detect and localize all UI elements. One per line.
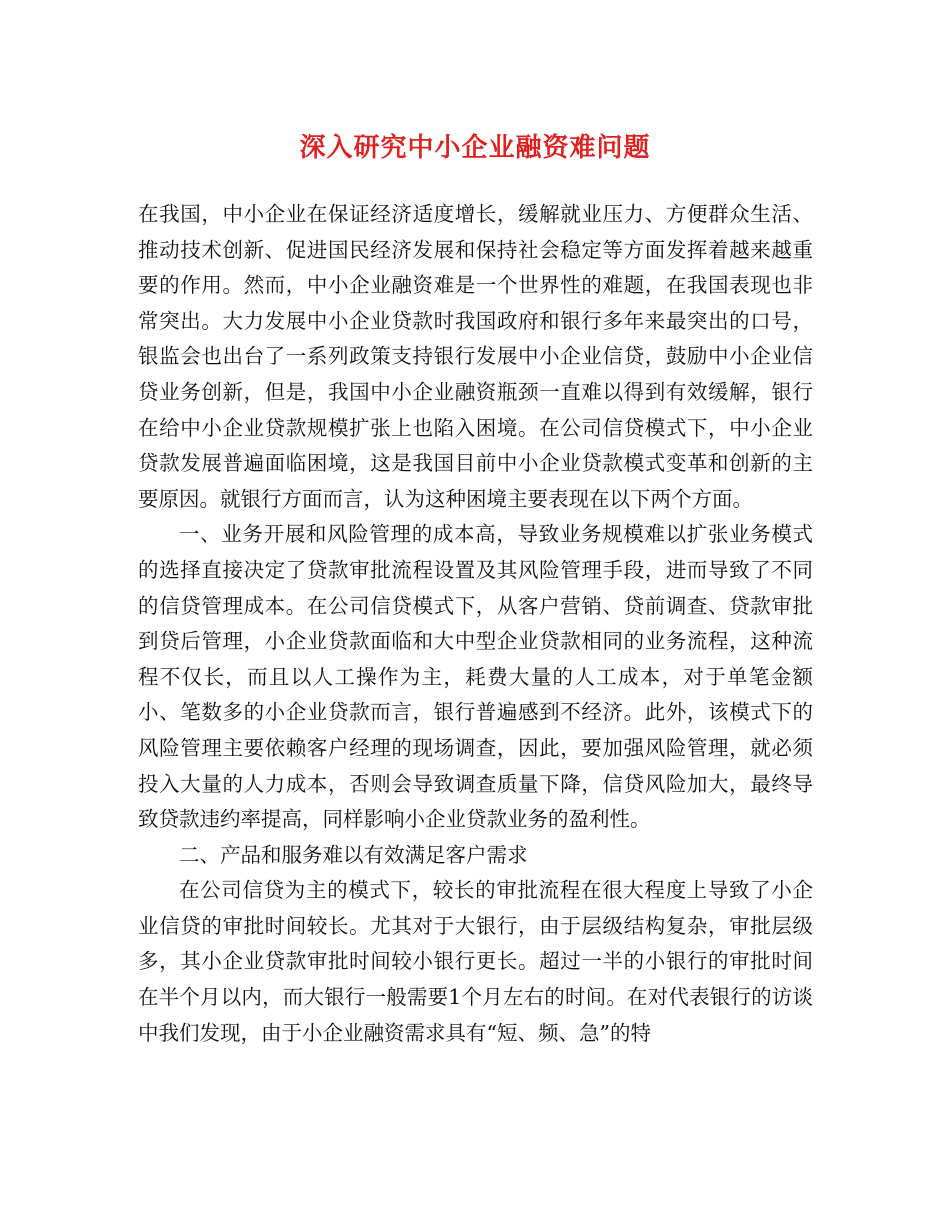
document-title: 深入研究中小企业融资难问题 xyxy=(299,133,651,163)
document-body xyxy=(138,197,813,1051)
paragraph-section-two-heading: 二、产品和服务难以有效满足客户需求 xyxy=(179,842,528,867)
paragraph-section-one: 一、业务开展和风险管理的成本高，导致业务规模难以扩张业务模式的选择直接决定了贷款审批流程设置及其风险管理手段，进而导致了不同的信贷管理成本。在公司信贷模式下，从客户营销、贷前调查、贷款审批到贷后管理，小企业贷款面临和大中型企业贷款相同的业务流程，这种流程不仅长，而且以人工操作为主，耗费大量的人工成本，对于单笔金额小、笔数多的小企业贷款而言，银行普遍感到不经济。此外，该模式下的风险管理主要依赖客户经理的现场调查，因此，要加强风险管理，就必须投入大量的人力成本，否则会导致调查质量下降，信贷风险加大，最终导致贷款违约率提高，同样影响小企业贷款业务的盈利性。 xyxy=(138,522,813,832)
paragraph-intro: 在我国，中小企业在保证经济适度增长，缓解就业压力、方便群众生活、推动技术创新、促进国民经济发展和保持社会稳定等方面发挥着越来越重要的作用。然而，中小企业融资难是一个世界性的难题，在我国表现也非常突出。大力发展中小企业贷款时我国政府和银行多年来最突出的口号，银监会也出台了一系列政策支持银行发展中小企业信贷，鼓励中小企业信贷业务创新，但是，我国中小企业融资瓶颈一直难以得到有效缓解，银行在给中小企业贷款规模扩张上也陷入困境。在公司信贷模式下，中小企业贷款发展普遍面临困境，这是我国目前中小企业贷款模式变革和创新的主要原因。就银行方面而言，认为这种困境主要表现在以下两个方面。 xyxy=(138,202,813,511)
paragraph-section-two-body: 在公司信贷为主的模式下，较长的审批流程在很大程度上导致了小企业信贷的审批时间较长。尤其对于大银行，由于层级结构复杂，审批层级多，其小企业贷款审批时间较小银行更长。超过一半的小银行的审批时间在半个月以内，而大银行一般需要1个月左右的时间。在对代表银行的访谈中我们发现，由于小企业融资需求具有“短、频、急”的特 xyxy=(138,878,813,1045)
